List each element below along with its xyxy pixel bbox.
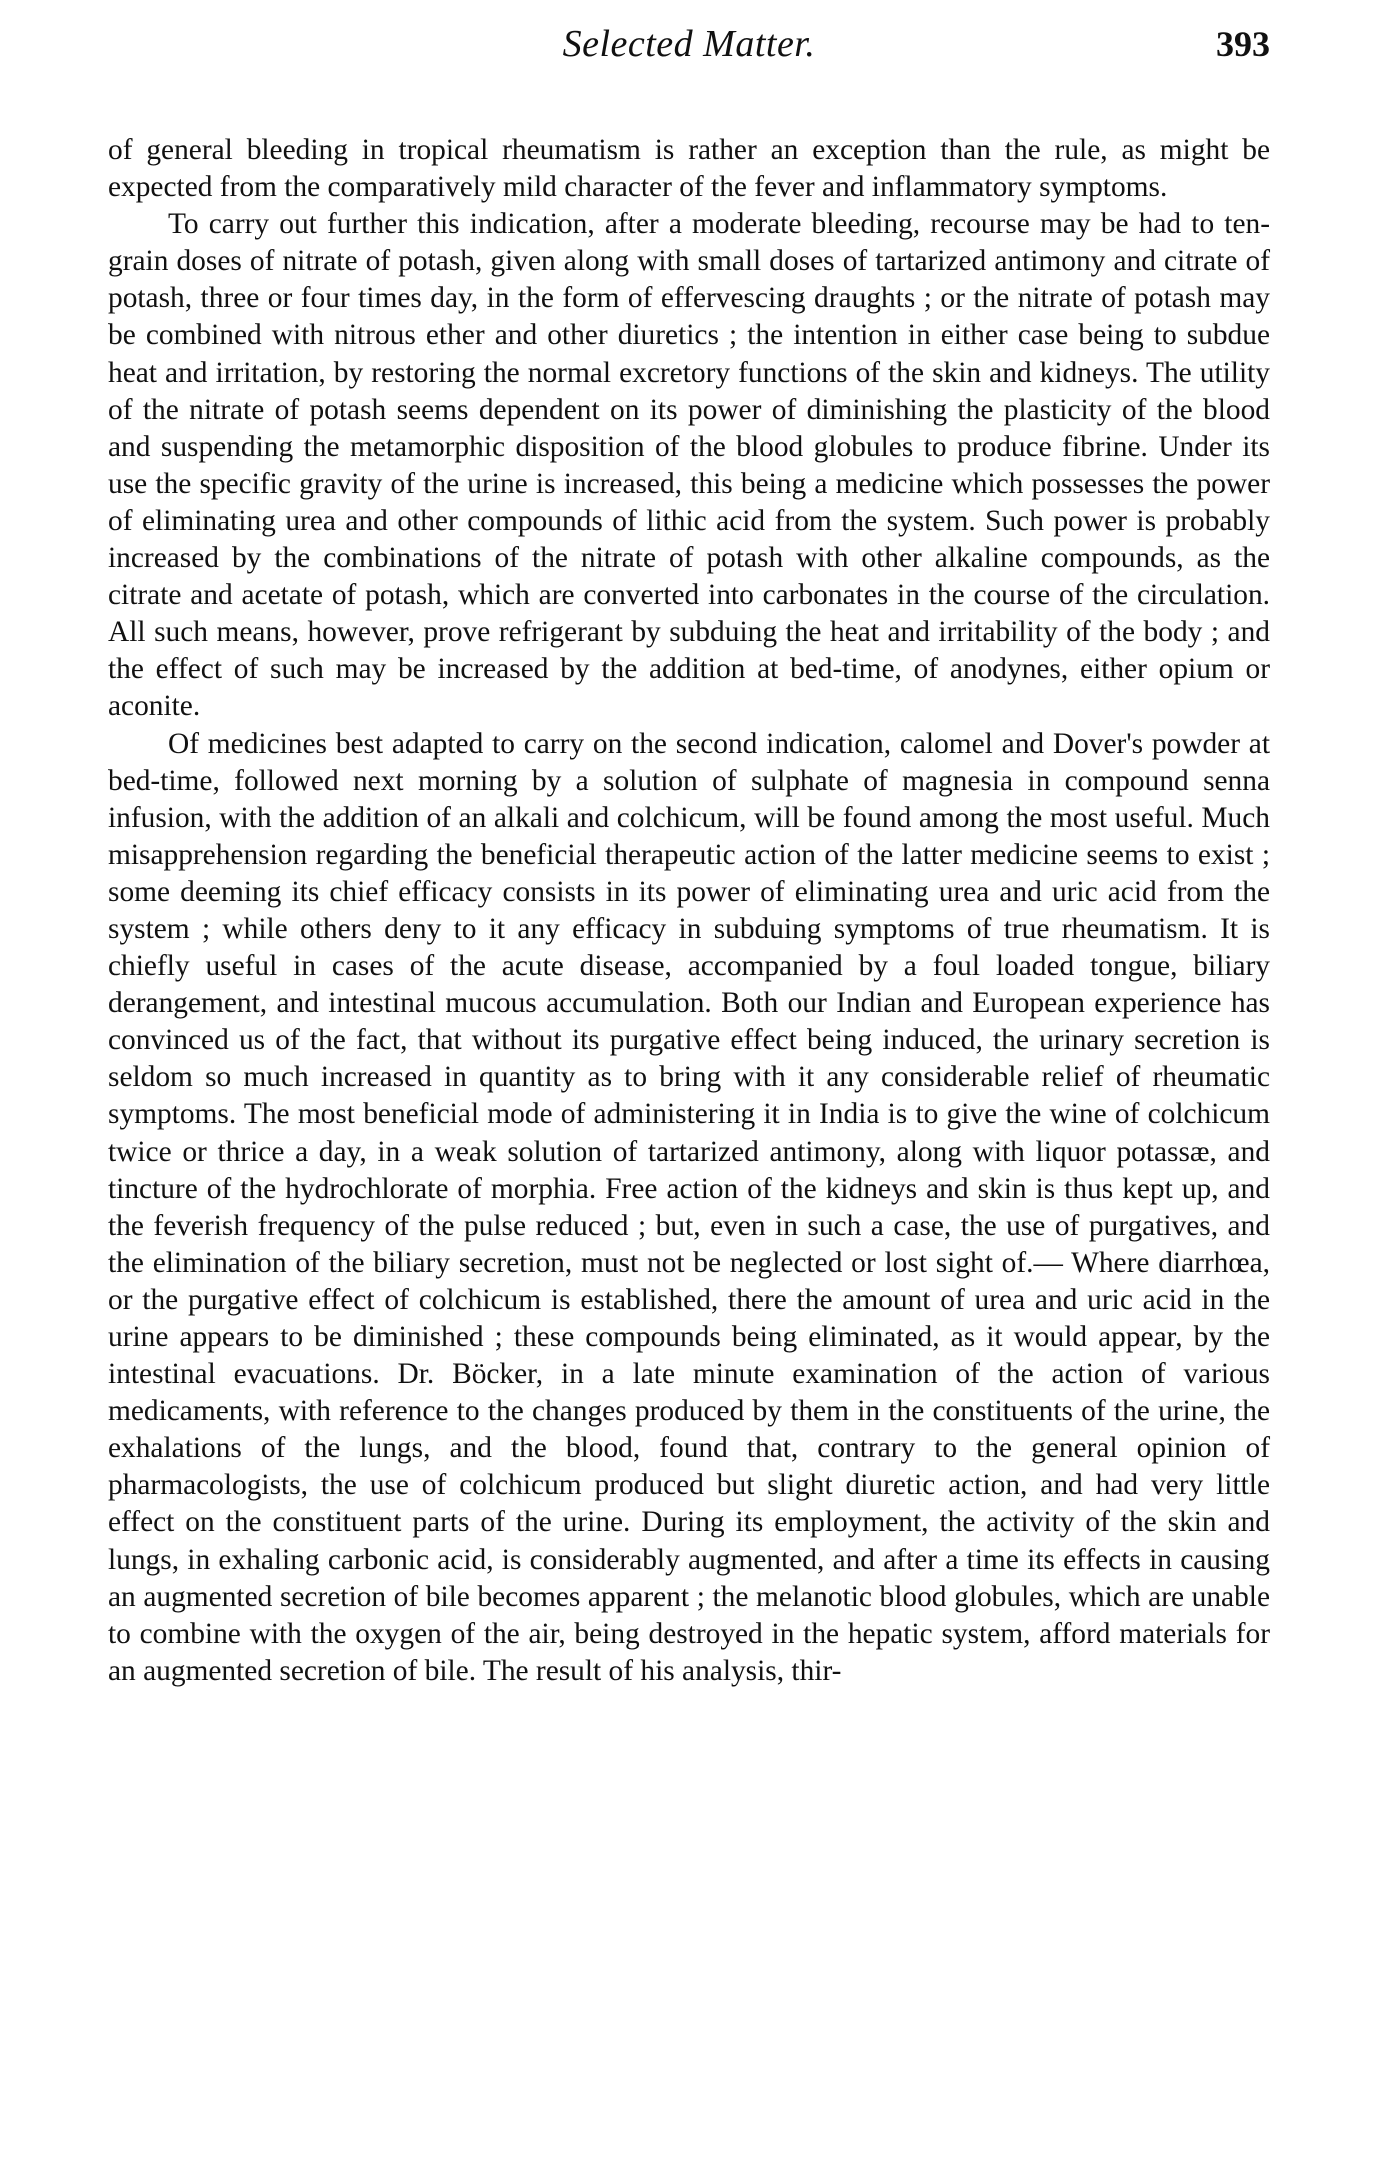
paragraph-colchicum: Of medicines best adapted to carry on the second indication, calomel and Dover's powder at bed-time, followed next morning by a solution of sulphate of magnesia in compound senna infusion, with the addition of an alkali and colchicum, will be found among the most useful. Much misapprehension regarding the beneficial therapeutic action of the latter medicine seems to exist ; some deeming its chief efficacy consists in its power of eliminating urea and uric acid from the system ; while others deny to it any efficacy in subduing symptoms of true rheumatism. It is chiefly useful in cases of the acute disease, accompanied by a foul loaded tongue, biliary derangement, and intestinal mucous accumulation. Both our Indian and European experience has convinced us of the fact, that without its purgative effect being induced, the urinary secretion is seldom so much increased in quantity as to bring with it any considerable relief of rheumatic symptoms. The most beneficial mode of administering it in India is to give the wine of colchicum twice or thrice a day, in a weak solution of tartarized antimony, along with liquor potassæ, and tincture of the hydrochlorate of morphia. Free action of the kidneys and skin is thus kept up, and the feverish frequency of the pulse reduced ; but, even in such a case, the use of purgatives, and the elimination of the biliary secretion, must not be neglected or lost sight of.— Where diarrhœa, or the purgative effect of colchicum is established, there the amount of urea and uric acid in the urine appears to be diminished ; these compounds being eliminated, as it would appear, by the intestinal evacuations. Dr. Böcker, in a late minute examination of the action of various medicaments, with reference to the changes produced by them in the constituents of the urine, the exhalations of the lungs, and the blood, found that, contrary to the general opinion of pharmacologists, the use of colchicum produced but slight diuretic action, and had very little effect on the constituent parts of the urine. During its employment, the activity of the skin and lungs, in exhaling carbonic acid, is considerably augmented, and after a time its effects in causing an augmented secretion of bile becomes apparent ; the melanotic blood globules, which are unable to combine with the oxygen of the air, being destroyed in the hepatic system, afford materials for an augmented secretion of bile. The result of his analysis, thir- [108, 727, 1270, 1687]
body-text [108, 132, 1270, 1690]
running-title: Selected Matter. [562, 23, 816, 65]
page-number: 393 [1216, 24, 1270, 64]
paragraph-nitrate-of-potash: To carry out further this indication, after a moderate bleeding, recourse may be had to ten-grain doses of nitrate of potash, given along with small doses of tartarized antimony and citrate of potash, three or four times day, in the form of effervescing draughts ; or the nitrate of potash may be combined with nitrous ether and other diuretics ; the intention in either case being to subdue heat and irritation, by restoring the normal excretory functions of the skin and kidneys. The utility of the nitrate of potash seems dependent on its power of diminishing the plasticity of the blood and suspending the metamorphic disposition of the blood globules to produce fibrine. Under its use the specific gravity of the urine is increased, this being a medicine which possesses the power of eliminating urea and other compounds of lithic acid from the system. Such power is probably increased by the combinations of the nitrate of potash with other alkaline compounds, as the citrate and acetate of potash, which are converted into carbonates in the course of the circulation. All such means, however, prove refrigerant by subduing the heat and irritability of the body ; and the effect of such may be increased by the addition at bed-time, of anodynes, either opium or aconite. [108, 208, 1270, 723]
running-header [108, 22, 1270, 80]
book-page [108, 22, 1270, 1690]
paragraph-continuation: of general bleeding in tropical rheumatism is rather an exception than the rule, as might be expected from the comparatively mild character of the fever and inflammatory symptoms. [108, 134, 1270, 204]
